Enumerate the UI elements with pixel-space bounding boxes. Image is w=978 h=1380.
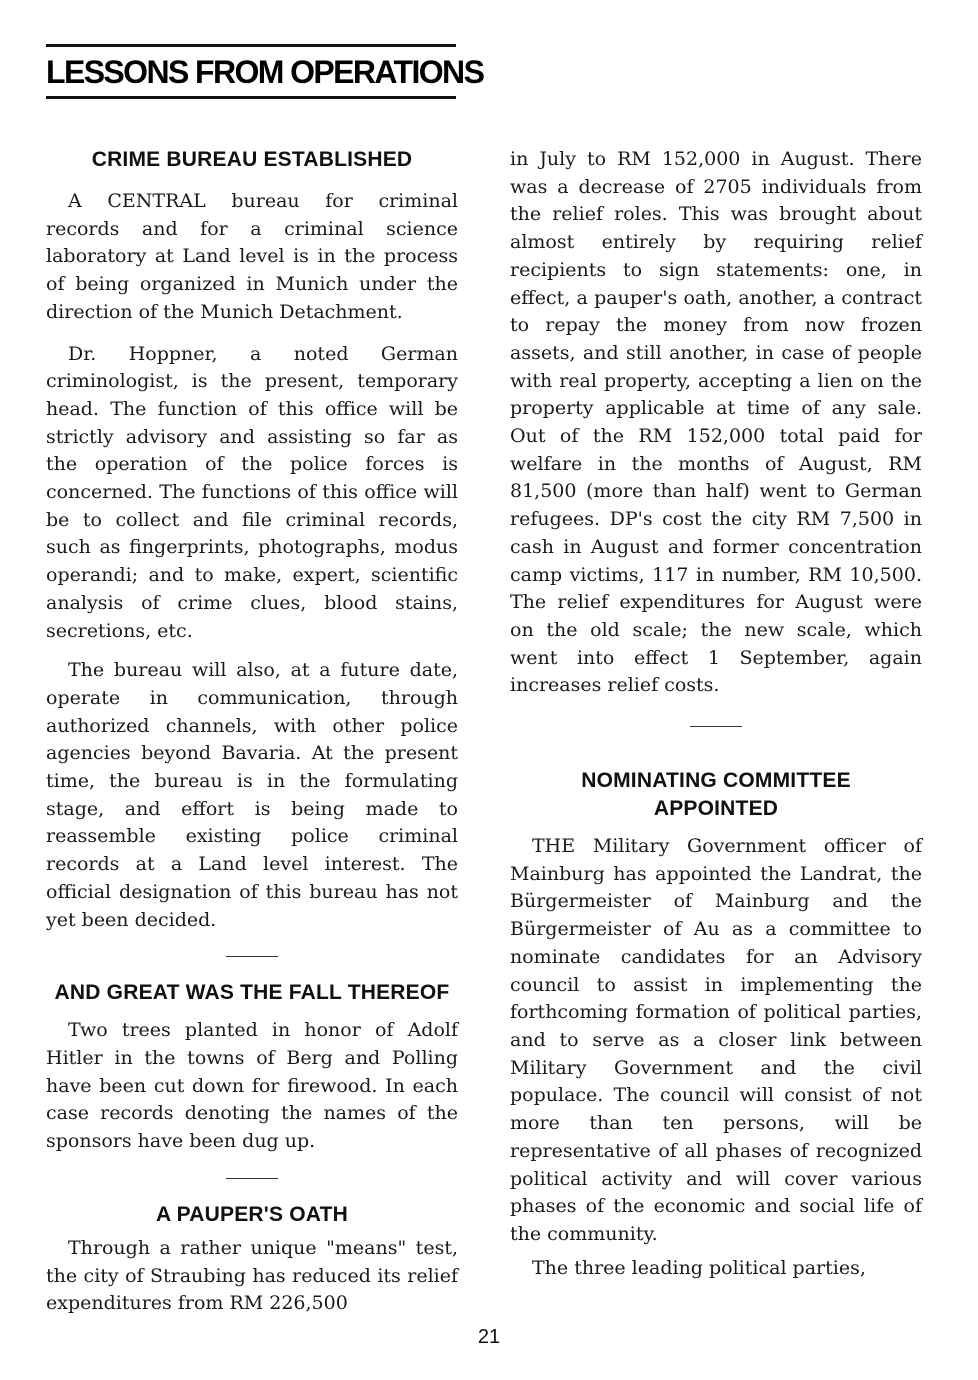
crime-bureau-paragraph-3: The bureau will also, at a future date, operate in communication, through authorized channels, with other police agencies beyond Bavaria. At the present time, the bureau is in the formulating stage, and effort is being made to reassemble existing police criminal records at a Land level interest. The official designation of this bureau has not yet been decided. xyxy=(46,659,458,931)
paupers-oath-paragraph-continued: in July to RM 152,000 in August. There was a decrease of 2705 individuals from the relief roles. This was brought about almost entirely by requiring relief recipients to sign statements: one, in effect, a pauper's oath, another, a contract to repay the money from now frozen assets, and still another, in case of people with real property, accepting a lien on the property applicable at time of any sale. Out of the RM 152,000 total paid for welfare in the months of August, RM 81,500 (more than half) went to German refugees. DP's cost the city RM 7,500 in cash in August and former concentration camp victims, 117 in number, RM 10,500. The relief expenditures for August were on the old scale; the new scale, which went into effect 1 September, again increases relief costs. xyxy=(510,148,922,697)
section-divider xyxy=(226,1178,278,1179)
section-divider xyxy=(226,956,278,957)
masthead-title: LESSONS FROM OPERATIONS xyxy=(46,54,484,90)
nominating-heading-line-2: APPOINTED xyxy=(653,797,779,821)
crime-bureau-heading: CRIME BUREAU ESTABLISHED xyxy=(91,148,413,171)
nominating-paragraph-2: The three leading political parties, xyxy=(532,1256,866,1279)
masthead-top-rule xyxy=(46,44,456,47)
paupers-oath-paragraph-start: Through a rather unique "means" test, the city of Straubing has reduced its relief expenditures from RM 226,500 xyxy=(46,1236,458,1315)
nominating-heading-line-1: NOMINATING COMMITTEE xyxy=(581,769,851,793)
paupers-oath-heading: A PAUPER'S OATH xyxy=(156,1202,348,1226)
masthead-bottom-rule xyxy=(46,96,456,99)
right-column xyxy=(510,146,922,1282)
left-column xyxy=(46,146,458,1318)
great-fall-heading: AND GREAT WAS THE FALL THEREOF xyxy=(54,981,450,1005)
great-fall-paragraph: Two trees planted in honor of Adolf Hitler in the towns of Berg and Polling have been cut down for firewood. In each case records denoting the names of the sponsors have been dug up. xyxy=(46,1019,458,1153)
crime-bureau-paragraph-2: Dr. Hoppner, a noted German criminologist, is the present, temporary head. The function of this office will be strictly advisory and assisting so far as the operation of the police forces is concerned. The functions of this office will be to collect and file criminal records, such as fingerprints, photographs, modus operandi; and to make, expert, scientific analysis of crime clues, blood stains, secretions, etc. xyxy=(46,342,458,642)
nominating-paragraph-1: THE Military Government officer of Mainburg has appointed the Landrat, the Bürgermeister of Mainburg and the Bürgermeister of Au as a committee to nominate candidates for an Advisory council to assist in implementing the forthcoming formation of political parties, and to serve as a closer link between Military Government and the civil populace. The council will consist of not more than ten persons, will be representative of all phases of recognized political activity and will cover various phases of the economic and social life of the community. xyxy=(510,835,922,1245)
page-number: 21 xyxy=(477,1326,501,1348)
section-divider xyxy=(690,726,742,727)
crime-bureau-paragraph-1: A CENTRAL bureau for criminal records and for a criminal science laboratory at Land level is in the process of being organized in Munich under the direction of the Munich Detachment. xyxy=(46,190,458,323)
nominating-heading xyxy=(510,767,922,823)
